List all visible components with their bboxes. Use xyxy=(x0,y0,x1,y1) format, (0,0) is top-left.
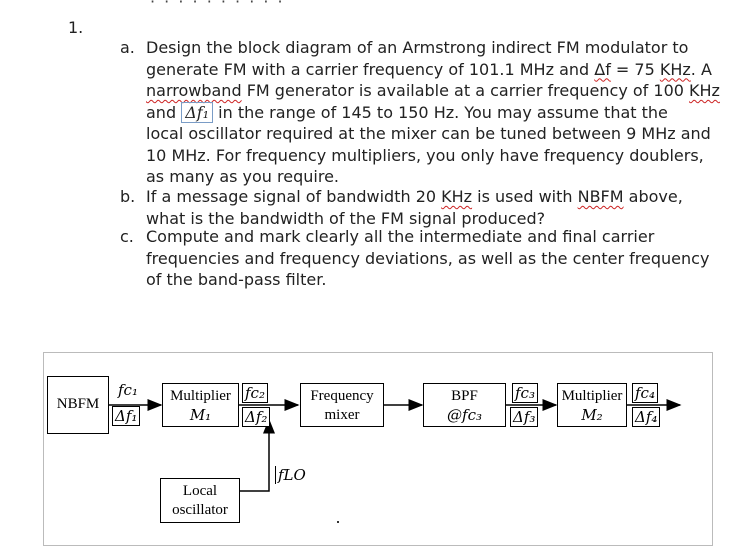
item-b-text xyxy=(146,186,721,229)
item-c-line: frequencies and frequency deviations, as well as the center frequency xyxy=(146,248,710,268)
item-c-line: of the band-pass filter. xyxy=(146,270,327,289)
item-a-label: a. xyxy=(120,38,135,57)
text-span: in the range of 145 to 150 Hz. You may assume that the xyxy=(213,102,668,122)
multiplier-m1-block xyxy=(162,383,239,427)
local-oscillator-block xyxy=(160,478,240,523)
item-b-line: what is the bandwidth of the FM signal produced? xyxy=(146,208,546,228)
bpf-block xyxy=(423,383,506,427)
item-a-text xyxy=(146,37,721,188)
block-diagram xyxy=(43,352,713,546)
text-span: is used with xyxy=(472,187,578,206)
flo-label: fLO xyxy=(275,466,306,484)
khz-unit: KHz xyxy=(689,81,720,100)
item-b-line xyxy=(146,186,721,208)
text-span: . A xyxy=(690,59,712,79)
df2-label: Δf₂ xyxy=(242,407,270,427)
delta-f: Δf xyxy=(594,59,611,79)
item-c-label: c. xyxy=(120,227,134,246)
question-number: 1. xyxy=(68,18,84,37)
m1-label: Multiplier xyxy=(170,388,231,404)
text-span: and xyxy=(146,102,182,122)
item-a-line: local oscillator required at the mixer can be tuned between 9 MHz and xyxy=(146,124,711,143)
df4-label: Δf₄ xyxy=(632,407,660,427)
lo-label: oscillator xyxy=(172,502,228,518)
item-a-line: Design the block diagram of an Armstrong indirect FM modulator to xyxy=(146,38,689,57)
item-a-line: 10 MHz. For frequency multipliers, you only have frequency doublers, xyxy=(146,145,704,165)
lo-label: Local xyxy=(182,483,218,499)
m1-symbol: M₁ xyxy=(189,406,212,424)
multiplier-m2-block xyxy=(557,383,627,427)
text-span: above, xyxy=(623,187,683,206)
text-span: = 75 xyxy=(610,59,660,79)
bpf-center: @fc₃ xyxy=(447,406,482,424)
item-c-text xyxy=(146,226,721,291)
item-b-label: b. xyxy=(120,187,136,206)
df3-label: Δf₃ xyxy=(510,407,538,427)
delta-f1-symbol: Δf₁ xyxy=(181,102,213,123)
fc2-label: fc₂ xyxy=(242,383,268,403)
cropped-previous-line: · · · · · · · · · · xyxy=(150,0,285,11)
item-a-line: as many as you require. xyxy=(146,167,339,186)
df1-label: Δf₁ xyxy=(112,406,140,426)
text-span: generate FM with a carrier frequency of 101.1 MHz and xyxy=(146,59,595,79)
frequency-mixer-block xyxy=(300,383,384,427)
nbfm-label: NBFM xyxy=(56,396,100,412)
khz-unit: KHz xyxy=(441,187,473,206)
fc1-label: fc₁ xyxy=(118,381,138,399)
text-span: FM generator is available at a carrier frequency of 100 xyxy=(241,81,690,100)
bpf-label: BPF xyxy=(451,388,478,404)
nbfm-word: NBFM xyxy=(577,187,624,206)
item-c-line: Compute and mark clearly all the intermediate and final carrier xyxy=(146,227,655,246)
nbfm-block xyxy=(47,376,109,434)
arrow-lo-to-mixer xyxy=(240,420,269,491)
item-a-line xyxy=(146,59,721,81)
item-a-line xyxy=(146,80,721,102)
fc4-label: fc₄ xyxy=(632,383,658,403)
khz-unit: KHz xyxy=(659,59,691,79)
stray-dot xyxy=(337,521,339,523)
mixer-label: mixer xyxy=(324,407,360,423)
fc3-label: fc₃ xyxy=(512,383,538,403)
mixer-label: Frequency xyxy=(310,388,374,404)
narrowband-word: narrowband xyxy=(146,81,242,100)
m2-label: Multiplier xyxy=(561,388,623,404)
text-span: If a message signal of bandwidth 20 xyxy=(146,187,442,206)
m2-symbol: M₂ xyxy=(581,406,603,424)
item-a-line xyxy=(146,102,721,124)
